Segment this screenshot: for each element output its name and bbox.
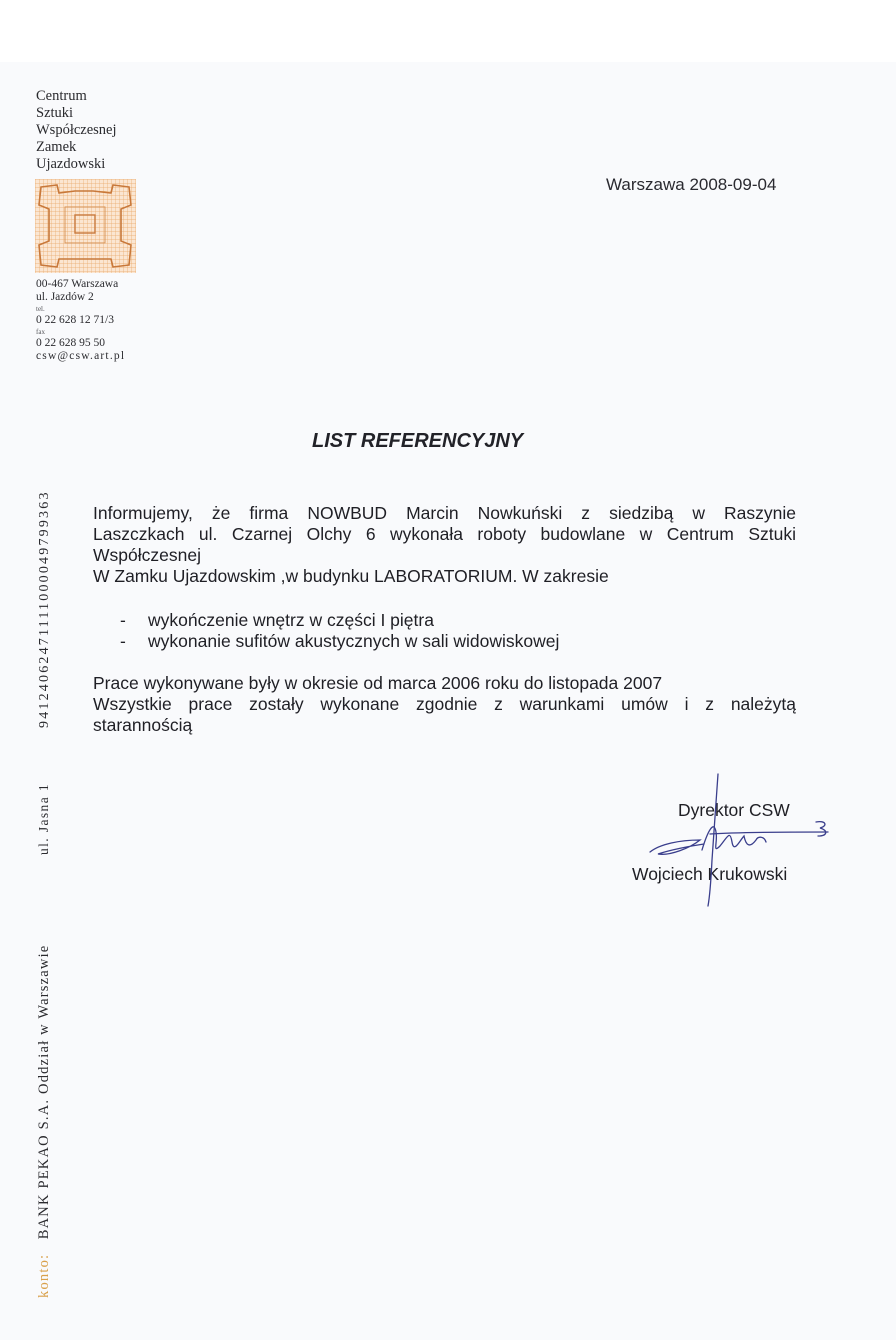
institution-line: Zamek: [36, 139, 77, 155]
fax-number: 0 22 628 95 50: [36, 337, 105, 349]
list-item-text: wykończenie wnętrz w części I piętra: [148, 610, 434, 630]
scope-list: [120, 610, 559, 652]
signatory-name: Wojciech Krukowski: [632, 864, 788, 884]
institution-line: Współczesnej: [36, 122, 117, 138]
list-marker: -: [120, 631, 126, 651]
konto-label: konto:: [36, 1253, 52, 1298]
address-city: 00-467 Warszawa: [36, 278, 119, 290]
letter-title: LIST REFERENCYJNY: [312, 430, 524, 452]
paragraph-period: [93, 673, 796, 736]
account-number: 94124062471111000049799363: [37, 490, 52, 728]
fax-label: fax: [36, 328, 45, 336]
text-line: W Zamku Ujazdowskim ,w budynku LABORATORIUM. W zakresie: [93, 566, 609, 586]
handwritten-signature-icon: [640, 770, 840, 910]
text-line: Współczesnej: [93, 545, 201, 565]
institution-name: [36, 88, 146, 173]
paragraph-intro: [93, 503, 796, 587]
letter-date: Warszawa 2008-09-04: [606, 175, 777, 194]
signatory-role: Dyrektor CSW: [678, 800, 790, 820]
list-item-text: wykonanie sufitów akustycznych w sali widowiskowej: [148, 631, 560, 651]
address-street: ul. Jazdów 2: [36, 291, 94, 303]
tel-label: tel.: [36, 305, 45, 313]
bank-name: BANK PEKAO S.A. Oddział w Warszawie: [36, 944, 52, 1240]
text-line: starannością: [93, 715, 193, 735]
text-line: Prace wykonywane były w okresie od marca 2006 roku do listopada 2007: [93, 673, 663, 693]
margin-street: ul. Jasna 1: [36, 782, 51, 855]
text-line: Laszczkach ul. Czarnej Olchy 6 wykonała roboty budowlane w Centrum Sztuki: [93, 524, 796, 544]
tel-number: 0 22 628 12 71/3: [36, 314, 114, 326]
email-address: csw@csw.art.pl: [36, 350, 126, 362]
institution-line: Ujazdowski: [36, 156, 106, 172]
contact-block: [36, 278, 166, 363]
institution-line: Sztuki: [36, 105, 74, 121]
text-line: Informujemy, że firma NOWBUD Marcin Nowkuński z siedzibą w Raszynie: [93, 503, 796, 523]
institution-line: Centrum: [36, 88, 87, 104]
text-line: Wszystkie prace zostały wykonane zgodnie z warunkami umów i z należytą: [93, 694, 796, 714]
bank-info: [36, 945, 53, 1298]
list-item: [120, 610, 559, 631]
list-marker: -: [120, 610, 126, 630]
castle-logo-icon: [35, 179, 136, 273]
list-item: [120, 631, 559, 652]
